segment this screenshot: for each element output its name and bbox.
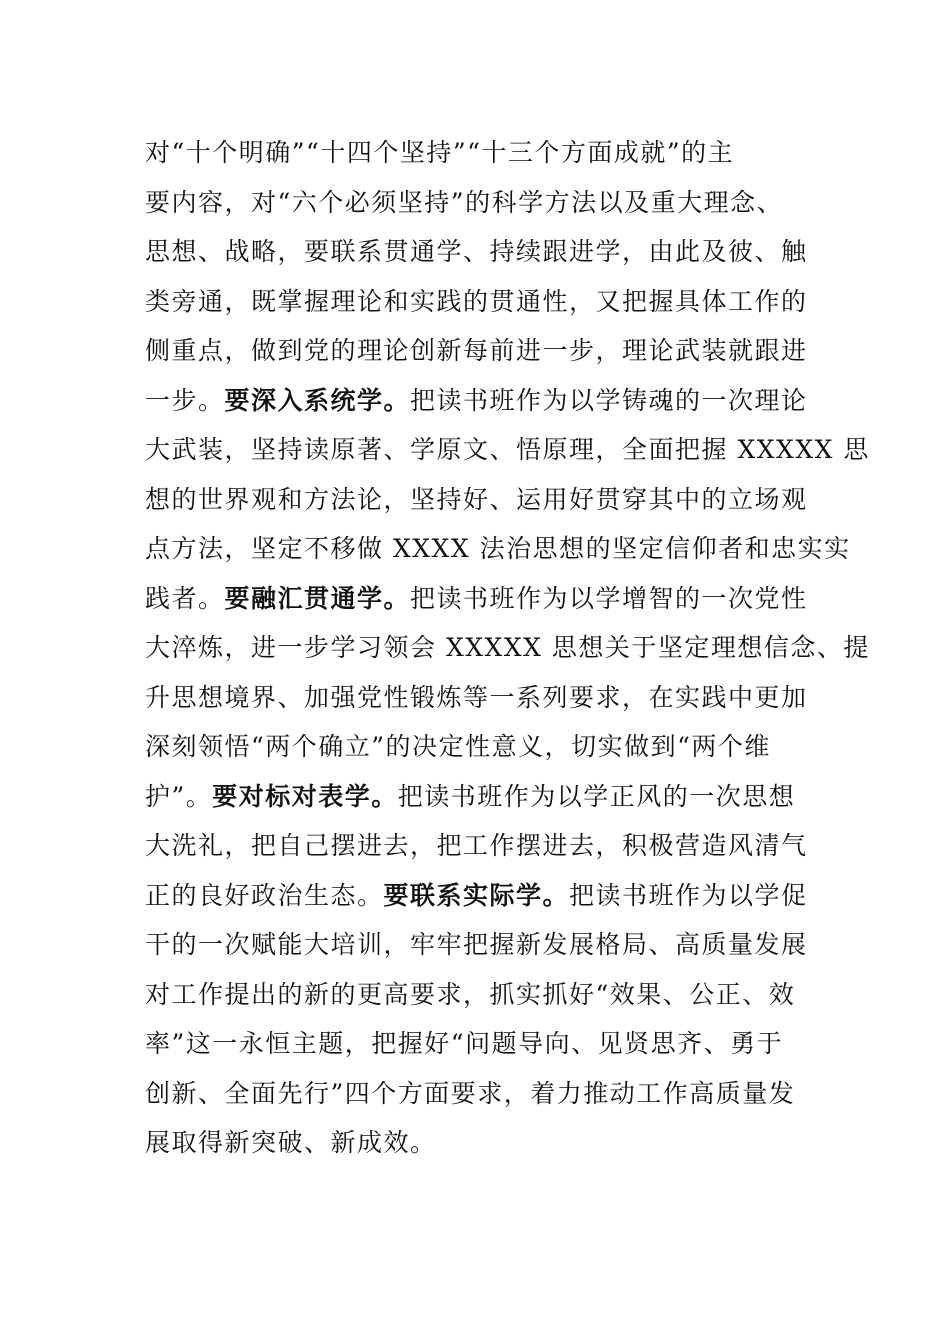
text-line — [145, 326, 815, 376]
text-line — [145, 128, 815, 178]
text-segment: 大武装，坚持读原著、学原文、悟原理，全面把握 XXXXX 思 — [145, 435, 870, 464]
text-segment: 想的世界观和方法论，坚持好、运用好贯穿其中的立场观 — [145, 484, 808, 514]
text-segment: 点方法，坚定不移做 XXXX 法治思想的坚定信仰者和忠实实 — [145, 534, 851, 563]
text-line — [145, 970, 815, 1020]
text-segment: 侧重点，做到党的理论创新每前进一步，理论武装就跟进 — [145, 336, 808, 365]
text-segment: 要内容，对“六个必须坚持”的科学方法以及重大理念、 — [145, 187, 784, 217]
text-line — [145, 277, 815, 327]
text-line — [145, 178, 815, 228]
text-segment: 正的良好政治生态。 — [145, 880, 384, 910]
text-segment: 展取得新突破、新成效。 — [145, 1128, 437, 1157]
text-line — [145, 376, 815, 426]
text-segment: 对“十个明确”“十四个坚持”“十三个方面成就”的主 — [145, 138, 735, 167]
text-segment: 深刻领悟“两个确立”的决定性意义，切实做到“两个维 — [145, 732, 771, 761]
text-line — [145, 673, 815, 723]
text-line — [145, 871, 815, 921]
text-line — [145, 1118, 815, 1168]
text-line — [145, 772, 815, 822]
text-segment: 创新、全面先行”四个方面要求，着力推动工作高质量发 — [145, 1078, 796, 1108]
bold-heading-phrase: 要融汇贯通学。 — [224, 583, 411, 613]
bold-heading-phrase: 要深入系统学。 — [224, 385, 411, 415]
text-segment: 把读书班作为以学增智的一次党性 — [410, 583, 808, 613]
text-segment: 践者。 — [145, 583, 225, 613]
text-line — [145, 524, 851, 574]
text-segment: 类旁通，既掌握理论和实践的贯通性，又把握具体工作的 — [145, 286, 808, 316]
text-line — [145, 1069, 815, 1119]
text-line — [145, 821, 815, 871]
text-segment: 思想、战略，要联系贯通学、持续跟进学，由此及彼、触 — [145, 237, 808, 266]
text-line — [145, 475, 815, 525]
text-segment: 护”。 — [145, 781, 213, 811]
text-line — [145, 574, 815, 624]
text-line — [145, 920, 815, 970]
bold-heading-phrase: 要对标对表学。 — [212, 781, 398, 811]
text-segment: 对工作提出的新的更高要求，抓实抓好“效果、公正、效 — [145, 979, 796, 1009]
text-segment: 把读书班作为以学铸魂的一次理论 — [410, 385, 808, 415]
text-line — [145, 722, 815, 772]
body-paragraph — [145, 128, 870, 1168]
bold-heading-phrase: 要联系实际学。 — [383, 880, 570, 910]
text-line — [145, 1019, 815, 1069]
text-segment: 大洗礼，把自己摆进去，把工作摆进去，积极营造风清气 — [145, 831, 808, 860]
text-segment: 大淬炼，进一步学习领会 XXXXX 思想关于坚定理想信念、提 — [145, 633, 870, 662]
text-segment: 升思想境界、加强党性锻炼等一系列要求，在实践中更加 — [145, 682, 808, 712]
text-segment: 把读书班作为以学促 — [569, 880, 808, 910]
text-segment: 把读书班作为以学正风的一次思想 — [397, 781, 796, 811]
text-segment: 率”这一永恒主题，把握好“问题导向、见贤思齐、勇于 — [145, 1029, 784, 1058]
text-segment: 一步。 — [145, 385, 225, 415]
text-line — [145, 623, 870, 673]
text-segment: 干的一次赋能大培训，牢牢把握新发展格局、高质量发展 — [145, 930, 808, 959]
text-line — [145, 425, 870, 475]
text-line — [145, 227, 815, 277]
